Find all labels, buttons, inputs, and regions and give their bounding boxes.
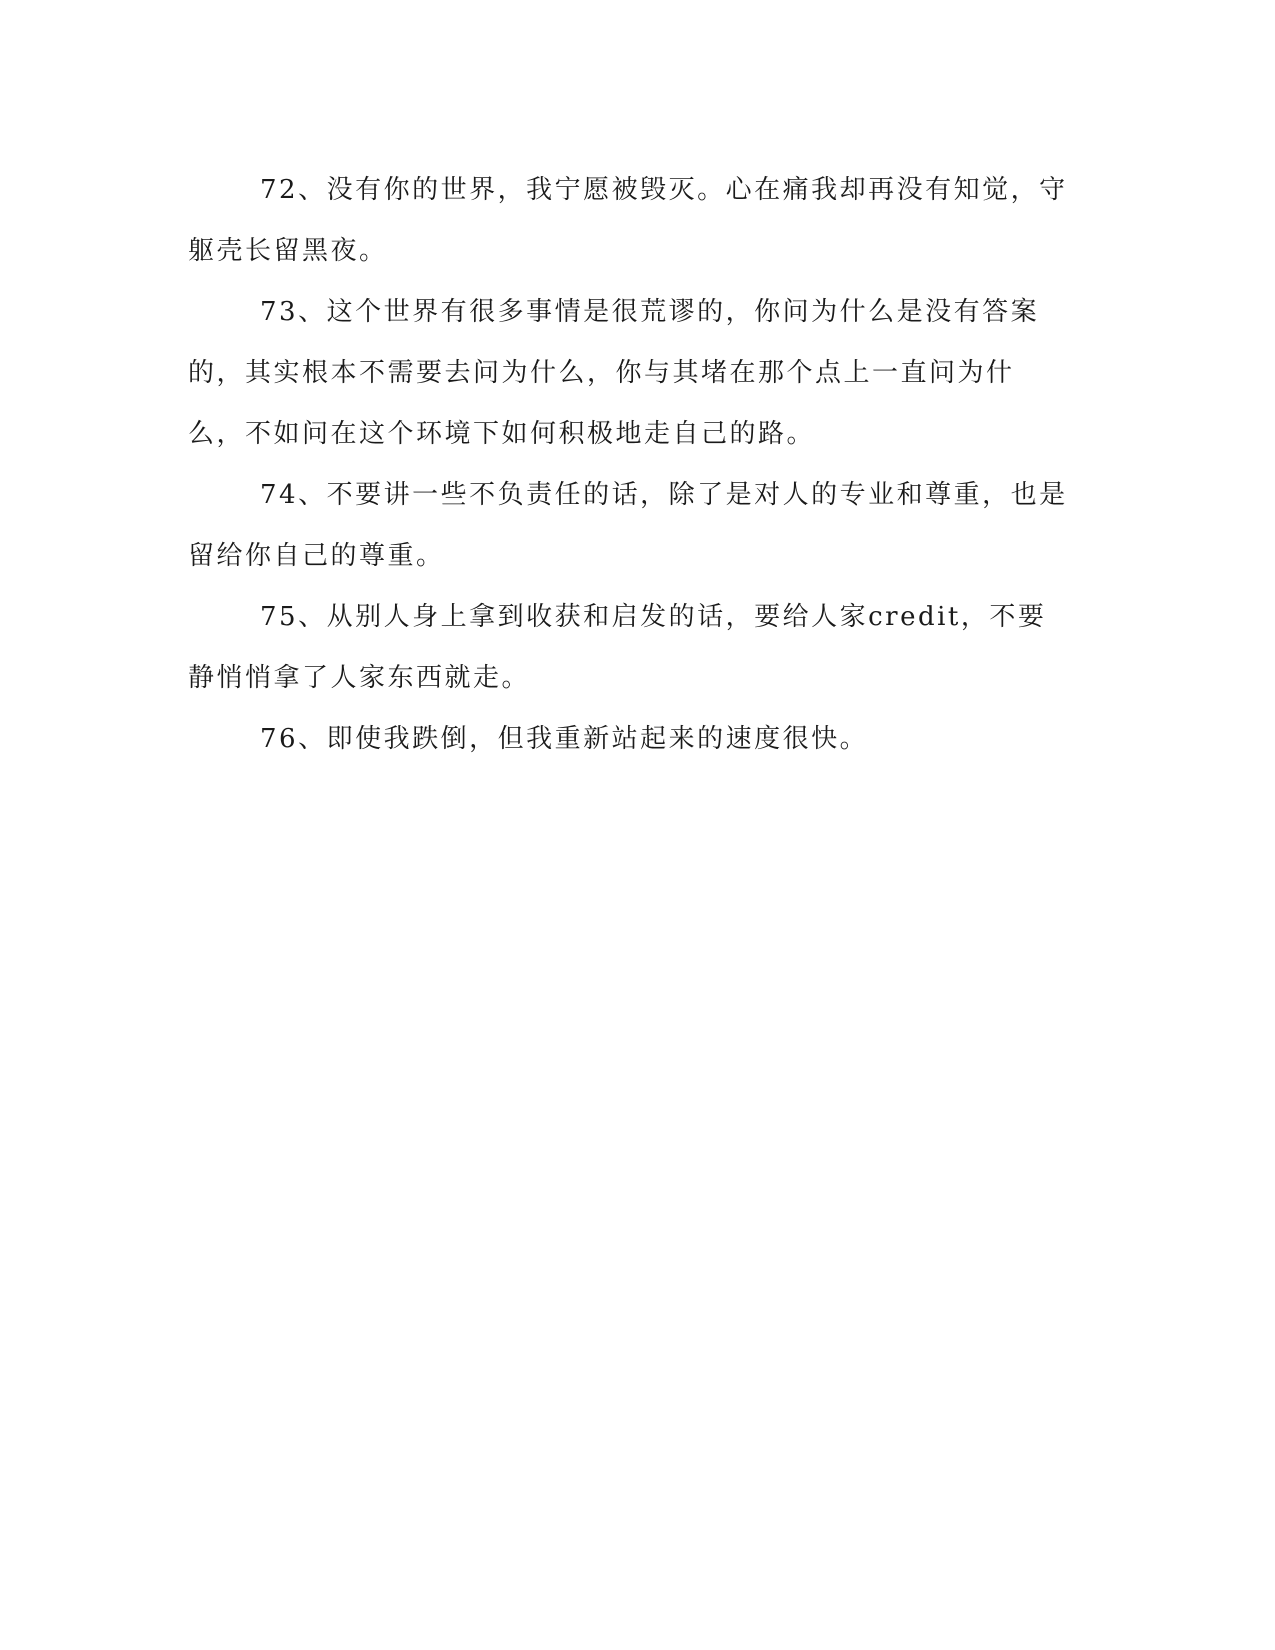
paragraph-72: 72、没有你的世界，我宁愿被毁灭。心在痛我却再没有知觉，守躯壳长留黑夜。: [188, 175, 1068, 266]
document-body: [188, 160, 1068, 770]
paragraph-76: 76、即使我跌倒，但我重新站起来的速度很快。: [260, 724, 869, 754]
paragraph-75: 75、从别人身上拿到收获和启发的话，要给人家credit，不要静悄悄拿了人家东西就走。: [188, 602, 1047, 693]
paragraph-74: 74、不要讲一些不负责任的话，除了是对人的专业和尊重，也是留给你自己的尊重。: [188, 480, 1068, 571]
paragraph-73: 73、这个世界有很多事情是很荒谬的，你问为什么是没有答案的，其实根本不需要去问为什么，你与其堵在那个点上一直问为什么，不如问在这个环境下如何积极地走自己的路。: [188, 297, 1040, 449]
